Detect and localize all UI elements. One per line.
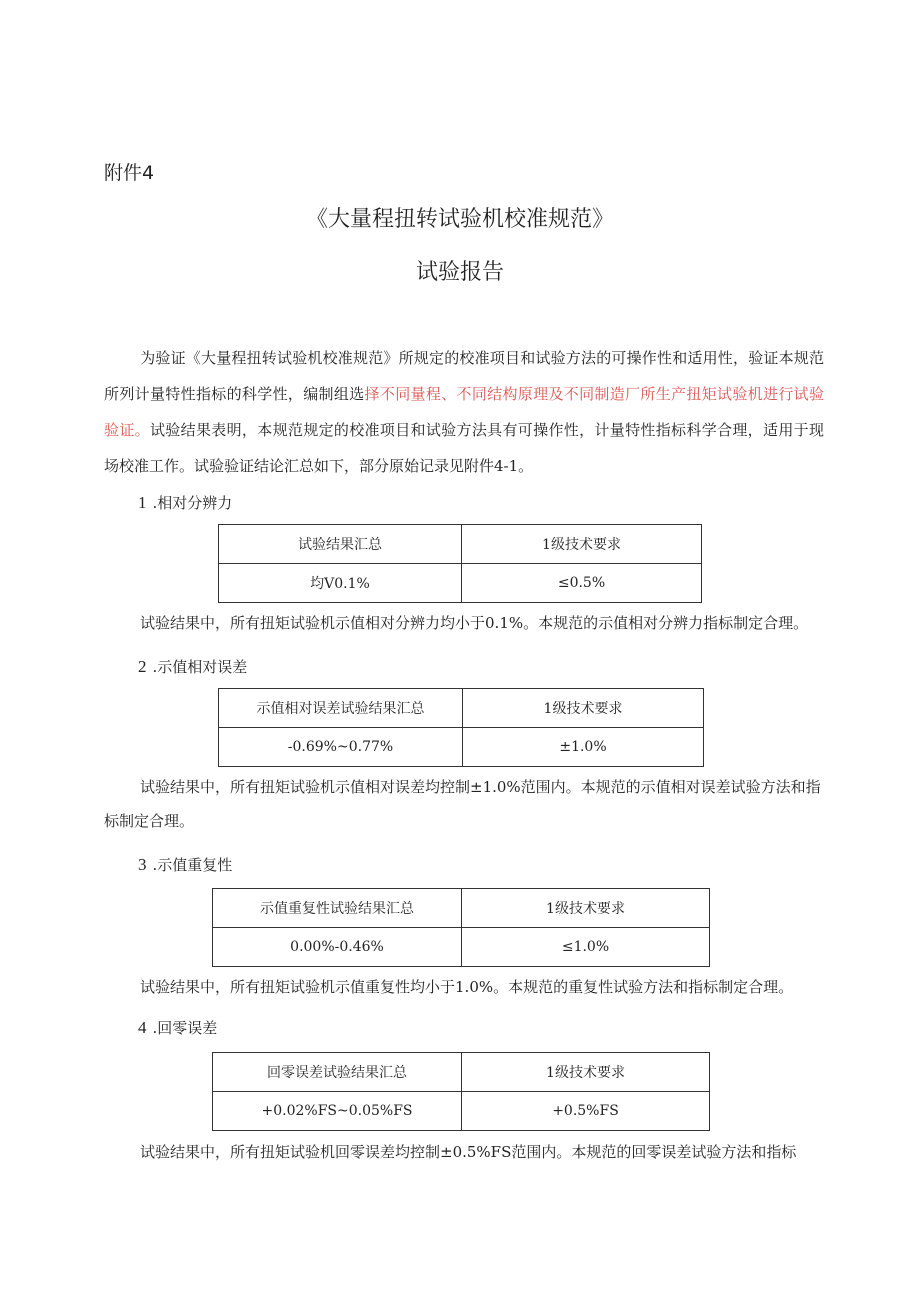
- section-title: .回零误差: [152, 1019, 218, 1037]
- section-number: 4: [138, 1018, 147, 1037]
- table-cell: 均V0.1%: [219, 564, 462, 603]
- table-header-cell: 试验结果汇总: [219, 525, 462, 564]
- document-title: 《大量程扭转试验机校准规范》: [305, 207, 614, 232]
- table-cell: ≤0.5%: [462, 564, 702, 603]
- attachment-label: 附件4: [104, 162, 155, 184]
- section-heading: [138, 656, 247, 677]
- table-cell: ≤1.0%: [462, 928, 710, 967]
- table-header-cell: 示值相对误差试验结果汇总: [219, 689, 463, 728]
- table-row: [219, 564, 702, 603]
- results-table: [212, 1052, 710, 1131]
- document-subtitle: 试验报告: [415, 260, 504, 285]
- table-header-row: [213, 889, 710, 928]
- table-row: [213, 1092, 710, 1131]
- table-cell: ±1.0%: [463, 728, 704, 767]
- table-header-cell: 1级技术要求: [462, 1053, 710, 1092]
- section-conclusion: [104, 606, 834, 640]
- section-conclusion: [104, 770, 834, 838]
- table-header-row: [219, 525, 702, 564]
- results-table: [212, 888, 710, 967]
- table-header-cell: 1级技术要求: [463, 689, 704, 728]
- section-title: .示值重复性: [152, 856, 233, 874]
- intro-part2: 试验结果表明，本规范规定的校准项目和试验方法具有可操作性，计量特性指标科学合理，适用于现场校准工作。试验验证结论汇总如下，部分原始记录见附件4-1。: [104, 421, 824, 475]
- table-row: [213, 928, 710, 967]
- section-heading: [138, 1017, 217, 1038]
- section-heading: [138, 854, 232, 875]
- section-conclusion: [104, 970, 834, 1004]
- intro-paragraph: [104, 340, 824, 484]
- section-title: .相对分辨力: [152, 494, 233, 512]
- section-heading: [138, 492, 232, 513]
- table-header-cell: 回零误差试验结果汇总: [213, 1053, 462, 1092]
- table-cell: 0.00%-0.46%: [213, 928, 462, 967]
- section-conclusion: [104, 1135, 834, 1169]
- table-cell: +0.02%FS~0.05%FS: [213, 1092, 462, 1131]
- table-cell: +0.5%FS: [462, 1092, 710, 1131]
- section-number: 2: [138, 657, 147, 676]
- conclusion-text: 试验结果中，所有扭矩试验机示值相对误差均控制±1.0%范围内。本规范的示值相对误差试验方法和指标制定合理。: [104, 778, 821, 830]
- conclusion-text: 试验结果中，所有扭矩试验机示值重复性均小于1.0%。本规范的重复性试验方法和指标制定合理。: [140, 978, 794, 996]
- conclusion-text: 试验结果中，所有扭矩试验机回零误差均控制±0.5%FS范围内。本规范的回零误差试验方法和指标: [140, 1143, 797, 1161]
- results-table: [218, 524, 702, 603]
- table-header-row: [213, 1053, 710, 1092]
- intro-part1: 为验证《大量程扭转试验机校准规范》所规定的校准项目和试验方法的可操作性和适用性，验证本规范所列计量特性指标的科学性，编制组选: [104, 349, 824, 403]
- intro-highlight: 择不同量程、不同结构原理及不同制造厂所生产扭矩试验机进行试验验证。: [104, 385, 824, 439]
- table-header-row: [219, 689, 704, 728]
- results-table: [218, 688, 704, 767]
- table-header-cell: 1级技术要求: [462, 525, 702, 564]
- section-number: 1: [138, 493, 147, 512]
- table-header-cell: 1级技术要求: [462, 889, 710, 928]
- table-cell: -0.69%~0.77%: [219, 728, 463, 767]
- section-title: .示值相对误差: [152, 658, 248, 676]
- table-row: [219, 728, 704, 767]
- table-header-cell: 示值重复性试验结果汇总: [213, 889, 462, 928]
- conclusion-text: 试验结果中，所有扭矩试验机示值相对分辨力均小于0.1%。本规范的示值相对分辨力指标制定合理。: [140, 614, 809, 632]
- section-number: 3: [138, 855, 147, 874]
